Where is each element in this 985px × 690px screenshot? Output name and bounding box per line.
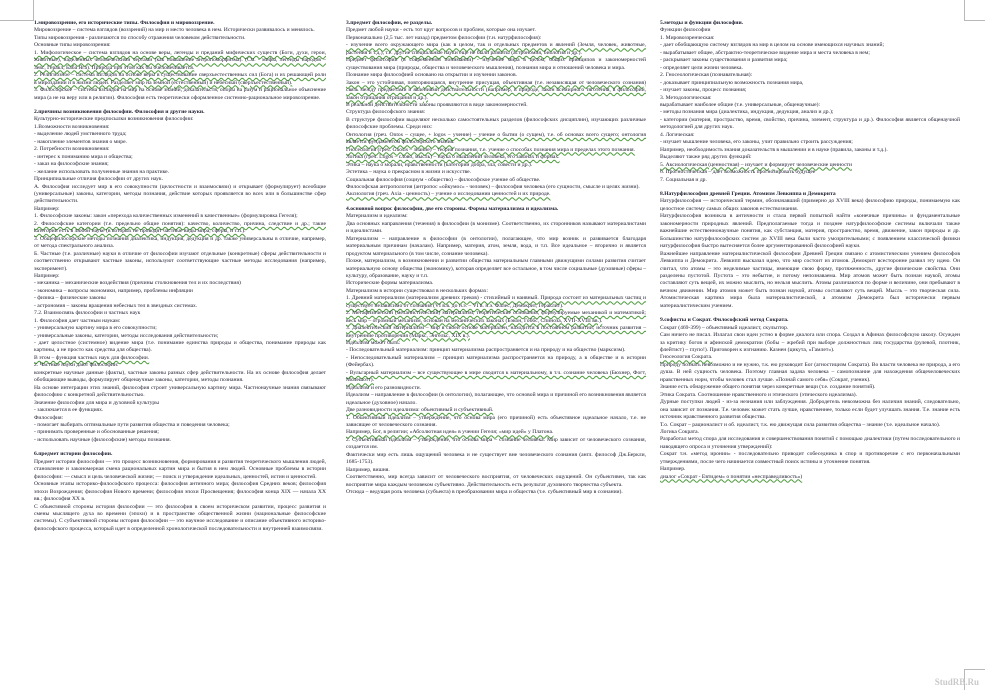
paragraph: - категории (материя, простраство, время, свойство, причина, элемент, структура и др.). Философия является общенаучной методологией для других наук. <box>660 116 960 131</box>
paragraph: - методы познания мира (диалектика, индукция, дедукция, анализ и др.); <box>660 109 834 116</box>
paragraph: 1. Мировоззренческая: <box>660 34 715 41</box>
paragraph: - Вульгарный материализм – все существующее в мире сводится к материальному, в т.ч. сознание человека (Бюхнер, Фогт, Молешотт). <box>346 369 646 384</box>
paragraph: - накопление элементов знания о мире. <box>34 138 127 145</box>
paragraph: - универсальные законы, категории, методы исследования действительности; <box>34 332 219 339</box>
paragraph: В этом – функция частных наук для философии. <box>34 354 150 361</box>
paragraph: 1. Мифологическое – система взглядов на основе веры, легенды и преданий мифических существ (Боги, духи, герои, животные), наделенных человеческими чертами (как повышение антропоморфизма). (См. - мифы, легенды народов – Зевс, Геракл, Баба Яга). Природа при этом как бы очеловечивается. <box>34 49 326 71</box>
paragraph: - принимать проверенные и обоснованные решения; <box>34 429 159 436</box>
section-heading: 6.предмет истории философии. <box>34 451 113 458</box>
paragraph: - раскрывает законы существования и развития мира; <box>660 57 788 64</box>
paragraph: 1. Древний материализм (материализм древних греков) - стихийный и наивный. Природа состоит из материальных частиц и существует независимо от сознания (VI в.в. до н.э. – VI в. н.э. Фалес, Демокрит, Гераклит). <box>346 295 646 309</box>
paragraph: - выделение людей умственного труда; <box>34 131 127 138</box>
paragraph: 7.2. Взаимосвязь философии и частных наук <box>34 310 141 317</box>
paragraph: Исторические формы материализма. <box>346 280 434 287</box>
paragraph: 2. Потребности возникновения: <box>34 146 110 153</box>
paragraph: - дает обобщающую систему взглядов на мир в целом на основе имеющихся научных знаний; <box>660 42 885 49</box>
paragraph: Материализм и идеализм: <box>346 213 408 220</box>
paragraph: 7. Социальная и др. <box>660 176 707 183</box>
paragraph: 2. Частные науки дают философии: <box>34 362 119 369</box>
section-heading: 1.мировоззрение, его исторические типы. Философия и мировоззрение. <box>34 20 215 26</box>
paragraph: Социальная философия (социум - общество) – философское учение об обществе. <box>346 176 541 183</box>
paragraph: Знание есть обнаружение общего понятия через конкретные вещи (т.е. создание понятий). <box>660 384 876 391</box>
paragraph: Закон – это устойчивая, повторяющаяся, внутренне присущая, объективная (т.е. независящая от человеческого сознания) связь между предметами и явлениями действительности (например, в природе, закон всемирного тяготения, в философии, закон отрицания отрицания и др.). <box>346 79 646 101</box>
paragraph: Логика Сократа. <box>660 429 700 436</box>
paragraph: Две разновидности идеализма: объективный и субъективный. <box>346 407 494 414</box>
paragraph: вырабатывает наиболее общие (т.е. универсальные, общенаучные): <box>660 101 821 108</box>
paragraph: Идеализм может быть: <box>346 340 401 347</box>
paragraph: Материализм в истории существовал в нескольких формах: <box>346 287 489 294</box>
paragraph: Сократ (469-399) – объективный идеалист, скульптор. <box>660 324 789 331</box>
paragraph: Т.о. Сократ – рационалист и об. идеалист, т.к. ею движущая сила развития общества – знание (т.е. идеальное начало). <box>660 421 941 428</box>
paragraph: 4. Логическая: <box>660 131 695 138</box>
paragraph: - изучает мышление человека, его законы, учит правильно строить рассуждения; <box>660 139 853 146</box>
paragraph: С объективной стороны история философии — это философия в своем историческом развитии, процесс развития и смены мыслящего духа во времени (эпохи) и в пространстве общественной жизни (национальные философские системы). С субъективной стороны история философии — это научное исследование и описание объективного историко-философского процесса, который идет в определенной хронологической последовательности и внутренней взаимосвязи. <box>34 503 326 532</box>
paragraph: А. Философия исследует мир в его совокупности (целостности и взаимосвязи) и открывает (формулирует) всеобщие (универсальные) законы, категории, методы познания, действие которых проявляется во всех или в большинстве сфер действительности. <box>34 183 326 205</box>
paragraph: 3. Методологическая: <box>660 94 712 101</box>
paragraph: Материализм – направление в философии (в онтологии), полагающее, что мир возник и развивается благодаря материальным причинам (началам). Например, материя, атом, земля, вода, и т.п. Все идеальное – вторично и является продуктом материального (в том числе, сознание человека). <box>346 235 646 257</box>
paragraph: - доказывает принципиальную возможность познания мира, <box>660 79 804 86</box>
paragraph: Познание мира философией основано на открытии и изучении законов. <box>346 72 518 79</box>
paragraph: Идеализм и его разновидности. <box>346 384 422 391</box>
paragraph: Культурно-исторические предпосылки возникновения философии: <box>34 116 194 123</box>
paragraph: В реальной действительности законы проявляются в виде закономерностей. <box>346 101 528 108</box>
paragraph: Мировоззрение – система взглядов (воззрений) на мир и место человека в нем. Исторически развивалось и менялось. <box>34 27 315 34</box>
paragraph: 1. Философия дает частным наукам: <box>34 317 121 324</box>
document-column-1 <box>34 20 326 533</box>
paragraph: Предмет любой науки - есть тот круг вопросов и проблем, которые она изучает. <box>346 27 536 34</box>
paragraph: 3. Диалектический материализм – мир в своей основе материален, находится в постоянном развитии; источник развития – внутренние противоречия (Маркс, Энгельс, XIX в.). <box>346 325 646 339</box>
paragraph: Основные этапы историко-философского процесса: философия античного мира; философия Средних веков; философия эпохи Возрождения; философия Нового времени; философия эпохи Просвещения; философия конца XIX — начала XX вв.; философия XX в. <box>34 481 326 503</box>
paragraph: - желание использовать полученные знания на практике. <box>34 168 170 175</box>
paragraph: Предмет истории философии — это процесс возникновения, формирования и развития теоретического мышления людей, становление и закономерная смена рациональных картин мира и бытия в нем людей. Основные проблемы в истории философии: — смысл и цель человеческой жизни; — поиск и утверждение идеальных, ценностей, истин и ценностей. <box>34 458 326 480</box>
watermark: StudRB.Ru <box>934 677 979 687</box>
paragraph: Сам ничего не писал. Излагал свои идеи устно в форме диалога или спора. Создал в Афинах философскую школу. Осужден за критику богов и афинской демократии (бобы – жребий при выборе должностных лиц государства (рулевой, плотник, флейтист) – глупо!). Приговорен к изгнанию. Казнен (цикута, «Гамлет»). <box>660 332 960 354</box>
paragraph: Например. <box>660 466 686 473</box>
page-corner-mark <box>964 0 985 21</box>
paragraph: - вырабатывает общее, абстрактно-теоретическое видение мира и места человека в нем; <box>660 49 870 56</box>
paragraph: - универсальную картину мира в его совокупности; <box>34 325 157 332</box>
paragraph: 3. Философское – система взглядов на мир на основе знаний, доказательств, опоры на разум и рациональное объяснение мира (а не на веру или в религии). Философия есть теоретически оформленное системно-рациональное мировоззрение. <box>34 87 326 101</box>
paragraph: - определяет цели жизни человека. <box>660 64 743 71</box>
paragraph: Типы мировоззрения - различаются по способу отражения человеком действительности. <box>34 34 246 41</box>
paragraph: Например: <box>34 205 60 212</box>
paragraph: - использовать научные (философские) методы познания. <box>34 436 172 443</box>
paragraph: 2. Религиозное – система взглядов на основе веры в существование сверхъестественных сил (Бога) и их решающей роли в мироздании и в жизни людей. Разделяет мир на земной (естественный) и небесный (сверхъестественный). <box>34 72 326 86</box>
paragraph: Природу познать невозможно и не нужно, т.к. ею руководит Бог (агностицизм Сократа). Во власти человека не природа, а его душа. В ней сущность человека. Поэтому главная задача человека – самопознание для нахождения общечеловеческих нравственных норм, чтобы человек стал лучше. «Познай самого себя» (Сократ, ученик). <box>660 361 960 383</box>
section-heading: 4.основной вопрос философии, две его стороны. Формы материализма и идеализма. <box>346 205 559 212</box>
paragraph: Этика Сократа. Соотношение нравственного и этического (этического идеализма). <box>660 391 858 398</box>
document-column-3 <box>660 20 960 481</box>
paragraph: Например: <box>34 272 60 279</box>
paragraph: Соответственно, мир всегда зависит от человеческого восприятия, от человеческих ощущений. Он субъективен, так как восприятие мира каждым человеком субъективно. Действительность есть результат духовного творчества субъекта. <box>346 474 646 488</box>
paragraph: Например, необходимость знания доказательств в мышлении и в науке (правила, законы и т.д.). <box>660 146 888 153</box>
paragraph: Этика – наука о морали, нравственности (категории добра, зла, совести и др.). <box>346 161 533 168</box>
paragraph: - помогает выбирать оптимальные пути развития общества и поведения человека; <box>34 422 230 429</box>
paragraph: Гносеология (греч. Gnosis – знание) – теория познания, т.е. учение о способах познания мира и пределах этого познания. <box>346 146 635 153</box>
paragraph: Важнейшее направление материалистической философии Древней Греции связано с атомистическим учением философов Левкиппа и Демокрита. Левкипп высказал идею, что мир состоит из атомов. Демокрит всесторонне развил эту идею. Он считал, что атомы – это неделимые частицы, имеющие свою форму, протяженность, другие физические свойства. Они разделены пустотой. Пустота – это небытие, и потому непознаваема. Мир атомов может быть познан наукой, атомы составляют суть вещей, их можно мыслить, но нельзя мыслить. Атомы различаются по форме и величине, они пребывают в вечном движении. Мир атомов может быть познан наукой, атомы составляют суть вещей. Мысль – это творческая сила. Атомистическая картина мира была материалистической, а атомизм Демокрита был исторически первым материалистическим учением. <box>660 250 960 309</box>
section-heading: 9.софисты и Сократ. Философский метод Сократа. <box>660 317 789 324</box>
paragraph: 2. Субъективный идеализм – утверждение, что основа мира – сознание человека. Мир зависит от человеческого сознания, создается им. <box>346 436 646 451</box>
paragraph: диалог «Сократ - Евтидем» о понятии «несправедливость») <box>660 473 803 480</box>
paragraph: Например, вишня. <box>346 466 390 473</box>
paragraph: конкретные научные данные (факты), частные законы разных сфер действительности. На их основе философия делает обобщающие выводы, формулирует общенаучные законы, категории, методы познания. <box>34 369 326 384</box>
paragraph: Философия: <box>34 414 64 421</box>
section-heading: 8.Натурфилософия древней Греции. Атомизм Левкиппа и Демокрита <box>660 190 836 197</box>
document-column-2 <box>346 20 646 497</box>
paragraph: Аксиология (греч. Axia - ценность) – учение о исследовании ценностей и их природе. <box>346 191 551 198</box>
paragraph: - интерес к пониманию мира и общества; <box>34 153 133 160</box>
paragraph: Функции философии <box>660 27 711 34</box>
paragraph: - астрономия – законы вращения небесных тел в звездных системах. <box>34 302 198 309</box>
section-heading: 5.методы и функции философии. <box>660 20 744 26</box>
paragraph: - заключается в ее функциях. <box>34 407 104 414</box>
paragraph: Первоначально (2,5 тыс. лет назад) предметом философии (т.н. натурфилософия): <box>346 34 542 41</box>
paragraph: - изучение всего окружающего мира (как в целом, так и отдельных предметов и явлений (Земля, человек, животные, растения и т.д.), т.е. другие специальные науки еще не были развиты (астрономия, биология и др.). <box>346 42 646 56</box>
paragraph: Предмет философии (в современном понимании) - изучение мира в целом, общих принципов и закономерностей существования мира (природы, общества и человеческого мышления), познания мира и отношений человека и мира. <box>346 57 646 71</box>
paragraph: Логика (греч. Logos – слово, мысль) – наука о мышлении человека, его законах и формах. <box>346 154 560 161</box>
paragraph: Онтология (греч. Ontos – сущее, + logos – учение) – учение о бытии (о сущем), т.е. об основах всего сущего; онтология является фундаментом философского знания. <box>346 131 646 146</box>
paragraph: 5. Аксиологическая (ценностная) – изучает и формирует человеческие ценности <box>660 161 852 168</box>
paragraph: Выделяют также ряд других функций: <box>660 154 752 161</box>
paragraph: - Последовательный материализм: принцип материализма распространяется и на природу и на общество (марксизм). <box>346 347 626 354</box>
paragraph: Структура философского знания: <box>346 109 426 116</box>
section-heading: 3.предмет философии, ее разделы. <box>346 20 433 26</box>
paragraph: 1.Возможности возникновения: <box>34 123 110 130</box>
paragraph: Эстетика – наука о прекрасном в жизни и искусстве. <box>346 169 472 176</box>
paragraph: Отсюда – ведущая роль человека (субъекта) в преобразовании мира и общества (т.е. субъективный мир в сознании). <box>346 489 623 496</box>
paragraph: 2. Метафизический (механистический) материализм; теоретические основания, формулируемые механикой и математикой; весь мир – огромный механизм, основан на механических законах (Бэкон, Гоббс, Спиноза, XVII-XVIII вв.). <box>346 310 646 324</box>
paragraph: 1. Объективный идеализм – утверждение, что основа мира (его причиной) есть объективное идеальное начало, т.е. не зависящее от человеческого сознания. <box>346 414 646 429</box>
paragraph: 6. Прогностическая – дает возможность прогнозировать будущее <box>660 169 816 176</box>
paragraph: 3. Общефилософские методы познания диалектика, индукция, дедукция и др. также универсальны в отличие, например, от метода спектрального анализа. <box>34 235 326 250</box>
paragraph: В структуре философии выделяют несколько самостоятельных разделов (философских дисциплин), изучающих различные философские проблемы. Среди них: <box>346 116 646 131</box>
paragraph: Философская антропология (антропос «ойкумос» - человек) – философия человека (его сущности, смысле и целях жизни). <box>346 183 640 190</box>
paragraph: - экономика – вопросы экономики, например, проблемы инфляции <box>34 287 193 294</box>
paragraph: - заказ на философские знания; <box>34 161 109 168</box>
paragraph: Дурные поступки людей - из-за незнания или заблуждения. Добродетель невозможна без наличия знаний, следовательно, она зависит от познания. Т.е. человек может стать лучше, нравственнее, только если будет улучшать знания. Т.е. знание есть источник нравственного развития общества. <box>660 399 960 421</box>
page-corner-mark <box>0 0 34 21</box>
paragraph: - Непоследовательный материализм – принцип материализма распространяется на природу, а в обществе и в истории (Фейербах). <box>346 354 646 369</box>
paragraph: Принципиальные отличия философии от других наук. <box>34 176 164 183</box>
paragraph: Два основных направления (течения) в философии (в монизме). Соответственно, их сторонников называют материалистами и идеалистами. <box>346 220 646 235</box>
paragraph: 2. Философские категории (т.е. предельно общие понятия): качество, количество, причина, следствие и др.; такие категории есть в любой науке (в которых не проводят частные виды мира, сферы, и т.п.). <box>34 220 326 235</box>
paragraph: 1. Философские законы: закон «перехода количественных изменений в качественные» (формулировка Гегеля); <box>34 213 298 220</box>
section-heading: 2.причины возникновения философии. Философия и другие науки. <box>34 108 205 115</box>
paragraph: Например, Бог, в религии; «Абсолютная идея» в учении Гегеля; «мир идей» у Платона. <box>346 429 554 436</box>
paragraph: - механика – механические воздействия (причины столкновения тел и их последствия) <box>34 280 241 287</box>
paragraph: - изучает законы, процесс познания; <box>660 87 747 94</box>
paragraph: Натурфилософия возникла в античности и стала первой попыткой найти «конечные причины» и фундаментальные закономерности природных явлений. Предполагаемые тогда и позднее натурфилософские системы включали также важнейшие естественнонаучные понятия, как субстанция, материя, пространство, время, движение, закон природы и др. Большинство натурфилософских систем до XVIII века были часто умозрительными; с появлением классической физики натурфилософия быстро вытесняется более аргументированной философией науки. <box>660 213 960 250</box>
paragraph: - дает целостное (системное) видение мира (т.е. понимание единства природы и общества, понимание природы как картины, а не просто как средства для общества). <box>34 340 326 354</box>
paragraph: Позже, материализм, в возникновении и развитии общества материальным главными движущими силами развития считает материальную основу общества (экономику), которая определяет все остальное, в том числе социальные (духовные) сферы – культуру, образование, науку и т.п. <box>346 258 646 279</box>
paragraph: Основные типы мировоззрения: <box>34 42 111 49</box>
paragraph: Идеализм – направление в философии (в онтологии), полагающее, что основой мира и причиной его возникновения является идеальное (духовное) начало. <box>346 392 646 406</box>
paragraph: Гносеология Сократа. <box>660 354 713 361</box>
paragraph: Б. Частные (т.е. различные) науки в отличие от философии изучают отдельные (конкретные) сферы действительности и соответственно открывают частные законы, используют соответствующие частные методы исследования (например, эксперимент). <box>34 250 326 272</box>
paragraph: 2. Гносеологическая (познавательная): <box>660 72 753 79</box>
paragraph: - физика – физические законы <box>34 295 106 302</box>
paragraph: Сократ т.н. «метод иронии» - последовательно приводит собеседника в спор и противоречие с его первоначальными утверждениями, после чего начинается совместный поиск истины и уточнение понятия. <box>660 451 960 465</box>
paragraph: На основе интеграции этих знаний, философия строит универсальную картину мира. Частнонаучные знания связывают философию с конкретной действительностью. <box>34 384 326 399</box>
paragraph: Фактически мир есть лишь ощущений человека и не существует вне человеческого сознания (англ. философ Дж.Беркли, 1685-1753). <box>346 451 646 466</box>
paragraph: Значение философии для мира и духовной культуры <box>34 399 159 406</box>
paragraph: Натурфилософия — исторический термин, обозначавший (примерно до XVIII века) философию природы, понимаемую как целостное систему самых общих законов естествознания. <box>660 198 960 212</box>
paragraph: Разработал метод спора для исследования и совершенствования понятий с помощью диалектики (путем последовательного и наводящего опроса и уточнения утверждений): <box>660 436 960 450</box>
